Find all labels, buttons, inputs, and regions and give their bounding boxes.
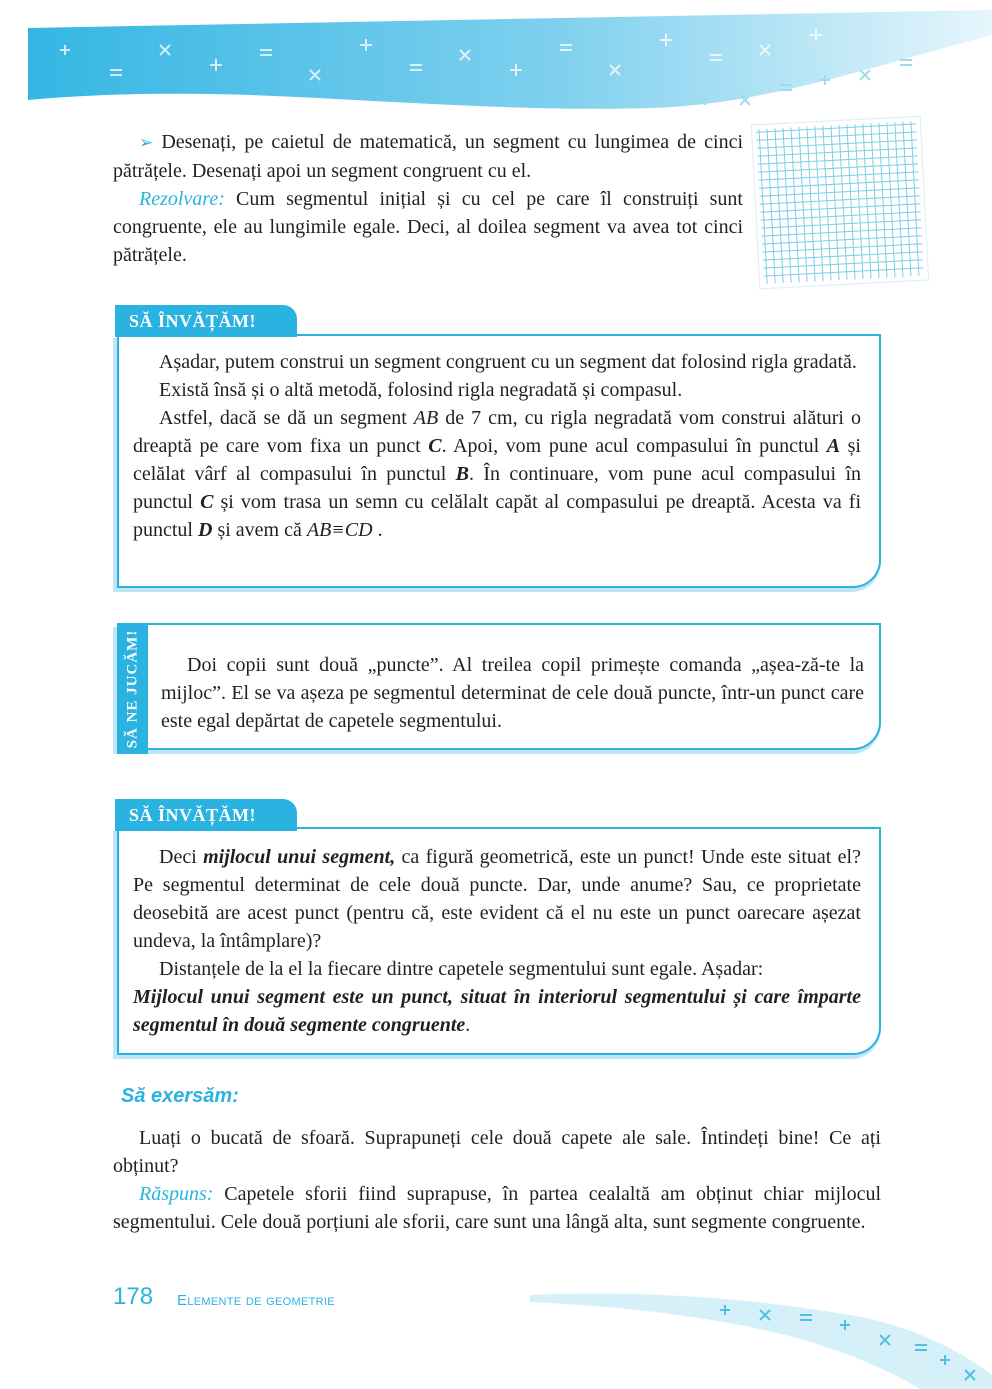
footer-decoration [520,1270,992,1389]
play-side-tab [117,623,148,754]
box3-p3: Mijlocul unui segment este un punct, situat în interiorul segmentului și care împarte segmentul în două segmente congruente. [133,986,861,1036]
learn-box-1-text [133,348,861,544]
solution-text: Cum segmentul inițial și cu cel pe care îl construiți sunt congruente, ele au lungimile egale. Deci, al doilea segment va avea tot cinci pătrățele. [113,188,743,266]
box3-p2: Distanțele de la el la fiecare dintre capetele segmentului sunt egale. Așadar: [159,958,764,980]
exercise-answer: Răspuns: Capetele sforii fiind suprapuse, în partea cealaltă am obținut chiar mijlocul segmentului. Cele două porțiuni ale sforii, care sunt una lângă alta, sunt segmente congruente. [113,1183,881,1233]
exercise-p1: Luați o bucată de sfoară. Suprapuneți cele două capete ale sale. Întindeți bine! Ce ați obținut? [113,1127,881,1177]
intro-solution [113,185,743,269]
learn-tab-1: SĂ ÎNVĂȚĂM! [115,305,297,337]
arrow-bullet-icon: ➢ [139,133,154,153]
play-box-text [161,651,864,735]
exercise-title: Să exersăm: [121,1085,239,1107]
box1-p1: Așadar, putem construi un segment congruent cu un segment dat folosind rigla gradată. [159,351,857,373]
section-title: Elemente de geometrie [177,1292,335,1309]
intro-section [113,128,743,269]
box1-p3: Astfel, dacă se dă un segment AB de 7 cm, cu rigla negradată vom construi alături o dreaptă pe care vom fixa un punct C. Apoi, vom pune acul compasului în punctul A și celălat vârf al compasului în punctul B. În continuare, vom pune acul compasului în punctul C și vom trasa un semn cu celălalt capăt al compasului pe dreaptă. Acesta va fi punctul D și avem că AB≡CD . [133,407,862,541]
congruence-formula: AB≡CD [306,519,373,541]
learn-tab-2: SĂ ÎNVĂȚĂM! [115,799,297,831]
box3-p1: Deci mijlocul unui segment, ca figură geometrică, este un punct! Unde este situat el? Pe segmentul determinat de cele două puncte. Dar, unde anume? Sau, ce proprietate deosebită are acest punct (pentru că, este evident că el nu este un punct oarecare așezat undeva, la întâmplare)? [133,846,861,952]
page-number: 178 [113,1283,154,1310]
intro-bullet [113,128,743,185]
play-side-label: SĂ NE JUCĂM! [124,629,140,748]
grid-paper-image [751,116,929,290]
intro-bullet-text: Desenați, pe caietul de matematică, un segment cu lungimea de cinci pătrățele. Desenați apoi un segment congruent cu el. [113,131,743,182]
answer-label: Răspuns: [139,1183,214,1205]
solution-label: Rezolvare: [139,188,225,210]
play-text: Doi copii sunt două „puncte”. Al treilea copil primește comanda „așea-ză-te la mijloc”. El se va așeza pe segmentul determinat de cele două puncte, într-un punct care este egal depărtat de capetele segmentului. [161,654,864,732]
exercise-text [113,1124,881,1236]
learn-box-2-text [133,843,861,1039]
box1-p2: Există însă și o altă metodă, folosind rigla negradată și compasul. [159,379,683,401]
